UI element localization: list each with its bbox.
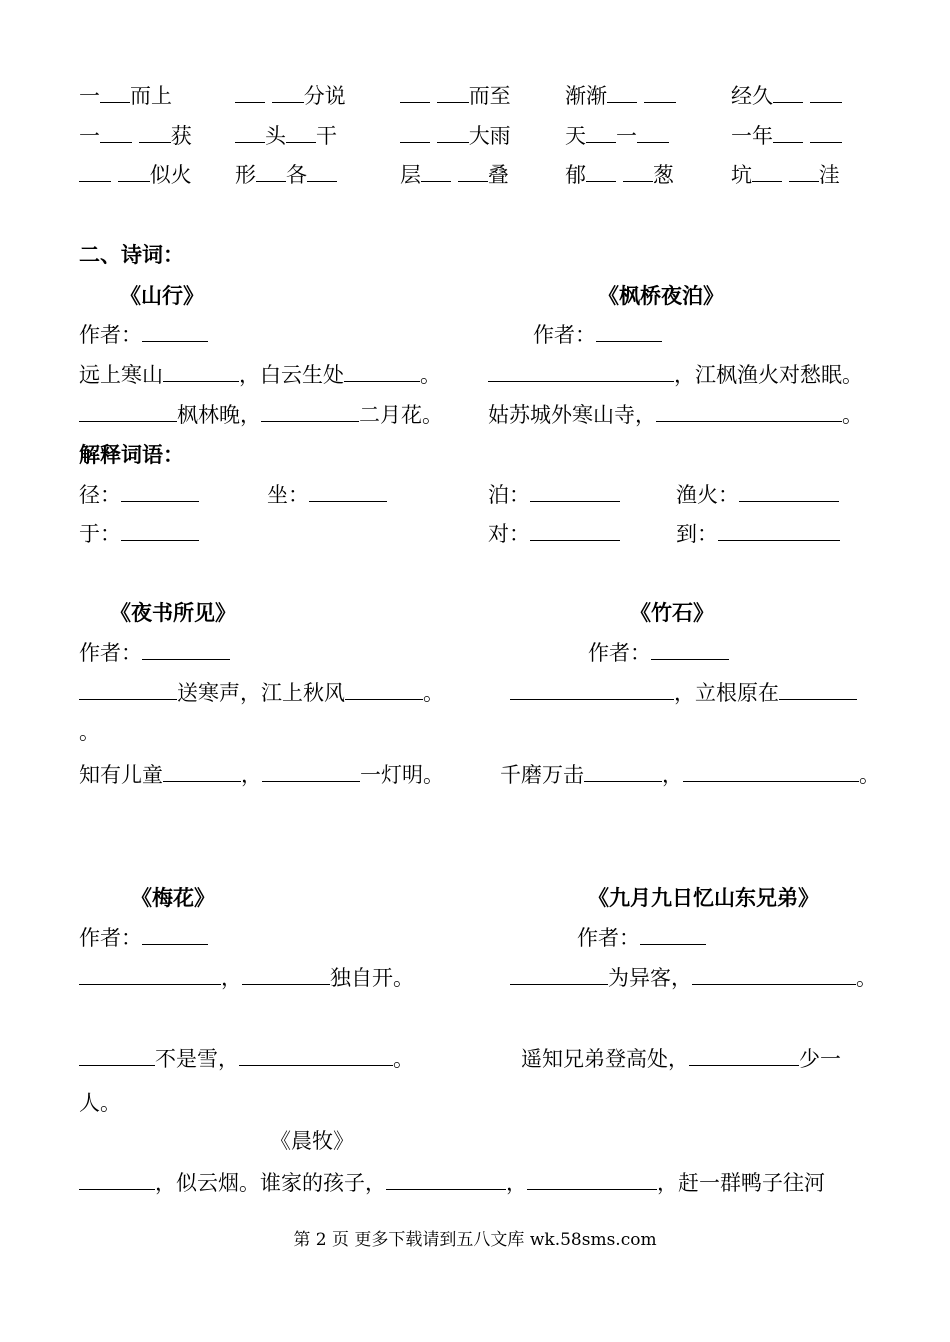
blank[interactable] bbox=[344, 364, 420, 382]
blank[interactable] bbox=[692, 967, 856, 985]
idiom-row-3c: 层 叠 bbox=[400, 163, 509, 187]
blank[interactable] bbox=[79, 164, 111, 182]
poem-title-shanxing: 《山行》 bbox=[120, 283, 204, 308]
shanxing-line-2: 枫林晚， 二月花。 bbox=[79, 404, 443, 426]
idiom-row-3: 似火 bbox=[79, 164, 192, 186]
blank[interactable] bbox=[345, 682, 423, 700]
blank[interactable] bbox=[510, 967, 608, 985]
blank[interactable] bbox=[272, 85, 304, 103]
blank[interactable] bbox=[79, 967, 221, 985]
author-meihua: 作者： bbox=[79, 927, 208, 949]
blank[interactable] bbox=[752, 164, 782, 182]
blank[interactable] bbox=[100, 125, 132, 143]
blank[interactable] bbox=[810, 85, 842, 103]
blank[interactable] bbox=[163, 364, 239, 382]
author-zhushi: 作者： bbox=[588, 642, 729, 664]
author-jiuyue: 作者： bbox=[577, 927, 706, 949]
idiom-row-3b: 形 各 bbox=[235, 164, 337, 186]
blank[interactable] bbox=[623, 164, 653, 182]
blank[interactable] bbox=[386, 1172, 506, 1190]
blank[interactable] bbox=[142, 642, 230, 660]
blank[interactable] bbox=[261, 404, 359, 422]
meihua-line-2: 不是雪， 。 bbox=[79, 1048, 414, 1070]
blank[interactable] bbox=[683, 764, 859, 782]
blank[interactable] bbox=[142, 324, 208, 342]
blank[interactable] bbox=[637, 125, 669, 143]
blank[interactable] bbox=[79, 1048, 155, 1066]
explain-dao: 到： bbox=[676, 523, 840, 545]
blank[interactable] bbox=[118, 164, 150, 182]
idiom-row-2d: 天 一 bbox=[565, 125, 669, 147]
poem-line-wrap: 人。 bbox=[79, 1091, 121, 1115]
idiom-row-2: 一 获 bbox=[79, 124, 192, 148]
blank[interactable] bbox=[789, 164, 819, 182]
blank[interactable] bbox=[773, 125, 803, 143]
blank[interactable] bbox=[488, 364, 674, 382]
blank[interactable] bbox=[644, 85, 676, 103]
explain-zuo: 坐： bbox=[267, 484, 387, 506]
blank[interactable] bbox=[121, 484, 199, 502]
explain-jing: 径： bbox=[79, 484, 199, 506]
explain-title: 解释词语： bbox=[79, 442, 184, 467]
idiom-row-2c: 大雨 bbox=[400, 125, 511, 147]
yeshu-line-1: 送寒声，江上秋风 。 bbox=[79, 682, 444, 704]
blank[interactable] bbox=[421, 164, 451, 182]
idiom-row-2e: 一年 bbox=[731, 125, 842, 147]
blank[interactable] bbox=[139, 125, 171, 143]
blank[interactable] bbox=[586, 164, 616, 182]
blank[interactable] bbox=[530, 484, 620, 502]
zhushi-line-2: 千磨万击 ， 。 bbox=[500, 763, 880, 787]
idiom-row-1: 一 而上 bbox=[79, 84, 172, 108]
blank[interactable] bbox=[458, 164, 488, 182]
zhushi-line-1: ，立根原在 bbox=[510, 682, 857, 704]
section-title: 二、诗词： bbox=[79, 242, 184, 267]
page-footer: 第 2 页 更多下载请到五八文库 wk.58sms.com bbox=[293, 1230, 657, 1250]
fengqiao-line-2: 姑苏城外寒山寺， 。 bbox=[488, 403, 863, 427]
blank[interactable] bbox=[718, 523, 840, 541]
blank[interactable] bbox=[656, 404, 842, 422]
blank[interactable] bbox=[527, 1172, 657, 1190]
blank[interactable] bbox=[163, 764, 241, 782]
yeshu-line-1-wrap: 。 bbox=[79, 720, 100, 744]
blank[interactable] bbox=[437, 125, 469, 143]
explain-dui: 对： bbox=[488, 523, 620, 545]
poem-title-fengqiao: 《枫桥夜泊》 bbox=[598, 283, 724, 308]
idiom-row-1d: 渐渐 bbox=[565, 85, 676, 107]
blank[interactable] bbox=[121, 523, 199, 541]
jiuyue-line-2: 遥知兄弟登高处， 少一 bbox=[521, 1047, 841, 1071]
meihua-line-1: ， 独自开。 bbox=[79, 967, 414, 989]
idiom-row-1e: 经久 bbox=[731, 85, 842, 107]
blank[interactable] bbox=[779, 682, 857, 700]
yeshu-line-2: 知有儿童 ， 一灯明。 bbox=[79, 763, 444, 787]
blank[interactable] bbox=[607, 85, 637, 103]
blank[interactable] bbox=[235, 85, 265, 103]
author-yeshu: 作者： bbox=[79, 642, 230, 664]
explain-yuhuo: 渔火： bbox=[676, 484, 839, 506]
blank[interactable] bbox=[810, 125, 842, 143]
poem-title-yeshu: 《夜书所见》 bbox=[110, 600, 236, 625]
chenmu-line-1: ，似云烟。谁家的孩子， ， ，赶一群鸭子往河 bbox=[79, 1172, 825, 1194]
blank[interactable] bbox=[400, 85, 430, 103]
idiom-row-2b: 头 干 bbox=[235, 125, 337, 147]
blank[interactable] bbox=[437, 85, 469, 103]
blank[interactable] bbox=[307, 164, 337, 182]
blank[interactable] bbox=[239, 1048, 393, 1066]
poem-title-jiuyue: 《九月九日忆山东兄弟》 bbox=[588, 885, 819, 910]
blank[interactable] bbox=[256, 164, 286, 182]
poem-title-meihua: 《梅花》 bbox=[131, 885, 215, 910]
blank[interactable] bbox=[530, 523, 620, 541]
fengqiao-line-1: ，江枫渔火对愁眠。 bbox=[488, 364, 863, 386]
idiom-row-1b: 分说 bbox=[235, 85, 346, 107]
blank[interactable] bbox=[584, 764, 662, 782]
blank[interactable] bbox=[739, 484, 839, 502]
idiom-row-3d: 郁 葱 bbox=[565, 163, 674, 187]
blank[interactable] bbox=[242, 967, 330, 985]
explain-bo: 泊： bbox=[488, 484, 620, 506]
blank[interactable] bbox=[79, 404, 177, 422]
blank[interactable] bbox=[689, 1048, 799, 1066]
explain-yu: 于： bbox=[79, 523, 199, 545]
blank[interactable] bbox=[142, 927, 208, 945]
blank[interactable] bbox=[286, 125, 316, 143]
poem-title-chenmu: 《晨牧》 bbox=[270, 1129, 354, 1153]
blank[interactable] bbox=[773, 85, 803, 103]
blank[interactable] bbox=[510, 682, 674, 700]
blank[interactable] bbox=[79, 1172, 155, 1190]
idiom-row-3e: 坑 洼 bbox=[731, 163, 840, 187]
blank[interactable] bbox=[79, 682, 177, 700]
blank[interactable] bbox=[651, 642, 729, 660]
jiuyue-line-1: 为异客， 。 bbox=[510, 967, 877, 989]
blank[interactable] bbox=[309, 484, 387, 502]
blank[interactable] bbox=[235, 125, 265, 143]
blank[interactable] bbox=[100, 85, 130, 103]
shanxing-line-1: 远上寒山 ，白云生处 。 bbox=[79, 363, 441, 387]
author-shanxing: 作者： bbox=[79, 324, 208, 346]
blank[interactable] bbox=[400, 125, 430, 143]
idiom-row-1c: 而至 bbox=[400, 85, 511, 107]
author-fengqiao: 作者： bbox=[533, 324, 662, 346]
blank[interactable] bbox=[586, 125, 616, 143]
blank[interactable] bbox=[640, 927, 706, 945]
poem-title-zhushi: 《竹石》 bbox=[630, 600, 714, 625]
blank[interactable] bbox=[262, 764, 360, 782]
blank[interactable] bbox=[596, 324, 662, 342]
